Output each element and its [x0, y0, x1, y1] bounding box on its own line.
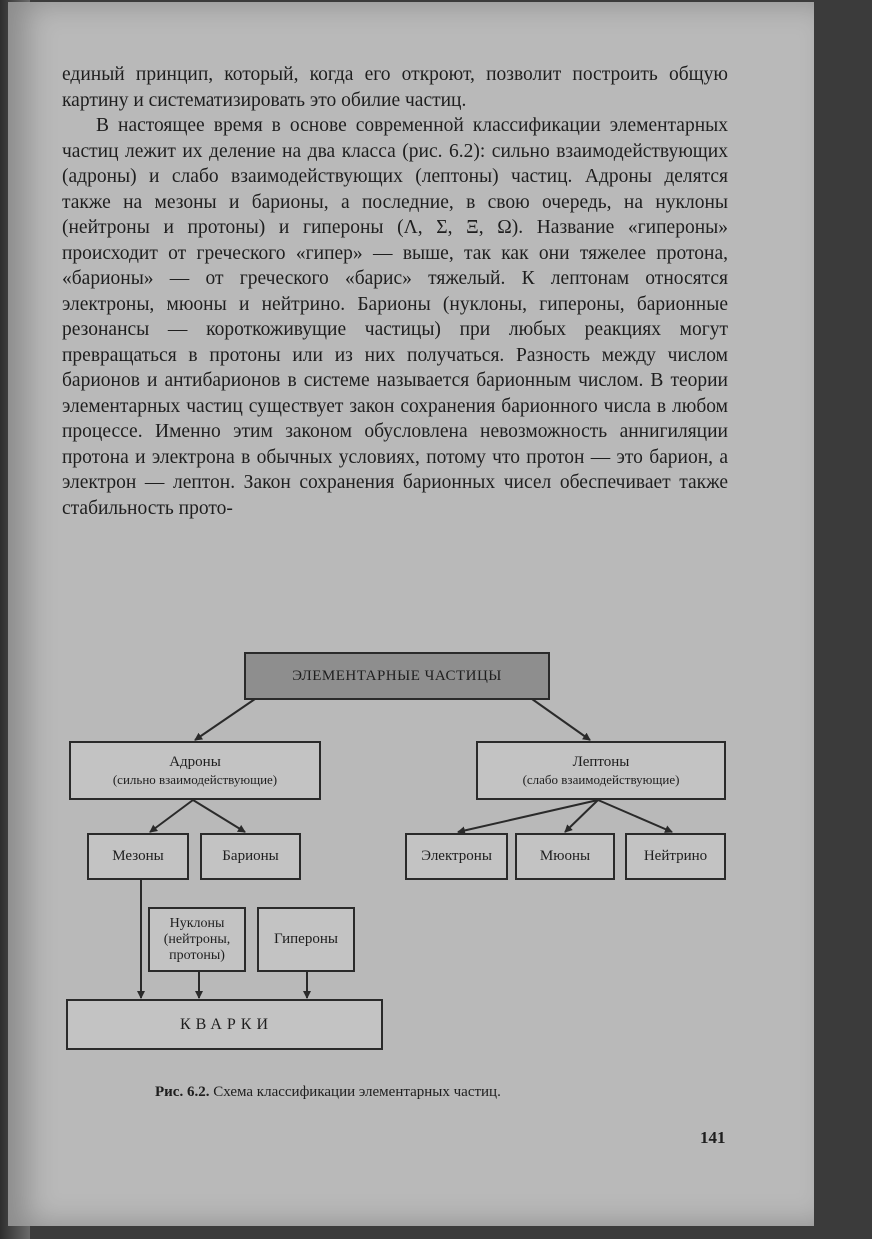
figure-caption-label: Рис. 6.2.	[155, 1084, 210, 1100]
hadrons-box	[69, 741, 321, 800]
elementary-particles-box	[244, 652, 550, 700]
nucleons-label-line2: (нейтроны,	[163, 931, 231, 947]
muons-label: Мюоны	[539, 848, 591, 864]
hyperons-label: Гипероны	[274, 931, 338, 947]
figure-caption	[155, 1084, 501, 1101]
mesons-label: Мезоны	[112, 848, 164, 864]
nucleons-label-line3: протоны)	[169, 947, 225, 963]
quarks-box	[66, 999, 383, 1050]
leptons-sublabel: (слабо взаимодействующие)	[522, 771, 680, 787]
baryons-label: Барионы	[222, 848, 279, 864]
page-number: 141	[700, 1128, 726, 1147]
leptons-box	[476, 741, 726, 800]
hadrons-sublabel: (сильно взаимодействующие)	[112, 771, 278, 787]
paragraph-1: единый принцип, который, когда его откроют, позволит построить общую картину и систематизировать это обилие частиц.	[62, 64, 728, 111]
electrons-box	[405, 833, 508, 880]
leptons-label: Лептоны	[572, 753, 630, 770]
paragraph-2: В настоящее время в основе современной классификации элементарных частиц лежит их деление на два класса (рис. 6.2): сильно взаимодействующих (адроны) и слабо взаимодействующих (лептоны) частиц. Адроны делятся также на мезоны и барионы, а последние, в свою очередь, на нуклоны (нейтроны и протоны) и гипероны (Λ, Σ, Ξ, Ω). Название «гипероны» происходит от греческого «гипер» — выше, так как они тяжелее протона, «барионы» — от греческого «барис» тяжелый. К лептонам относятся электроны, мюоны и нейтрино. Барионы (нуклоны, гипероны, барионные резонансы — короткоживущие частицы) при любых реакциях могут превращаться в протоны или из них получаться. Разность между числом барионов и антибарионов в системе называется барионным числом. В теории элементарных частиц существует закон сохранения барионного числа в любом процессе. Именно этим законом обусловлена невозможность аннигиляции протона и электрона в обычных условиях, потому что протон — это барион, а электрон — лептон. Закон сохранения барионных чисел обеспечивает также стабильность прото-	[62, 115, 728, 519]
neutrino-label: Нейтрино	[643, 848, 708, 864]
figure-caption-text: Схема классификации элементарных частиц.	[213, 1084, 501, 1100]
mesons-box	[87, 833, 189, 880]
elementary-particles-label: ЭЛЕМЕНТАРНЫЕ ЧАСТИЦЫ	[292, 667, 502, 684]
quarks-label: КВАРКИ	[180, 1016, 274, 1033]
nucleons-label-line1: Нуклоны	[169, 915, 225, 931]
muons-box	[515, 833, 615, 880]
hadrons-label: Адроны	[169, 753, 221, 770]
body-text	[62, 62, 728, 521]
neutrino-box	[625, 833, 726, 880]
nucleons-box	[148, 907, 246, 972]
electrons-label: Электроны	[421, 848, 492, 864]
baryons-box	[200, 833, 301, 880]
hyperons-box	[257, 907, 355, 972]
